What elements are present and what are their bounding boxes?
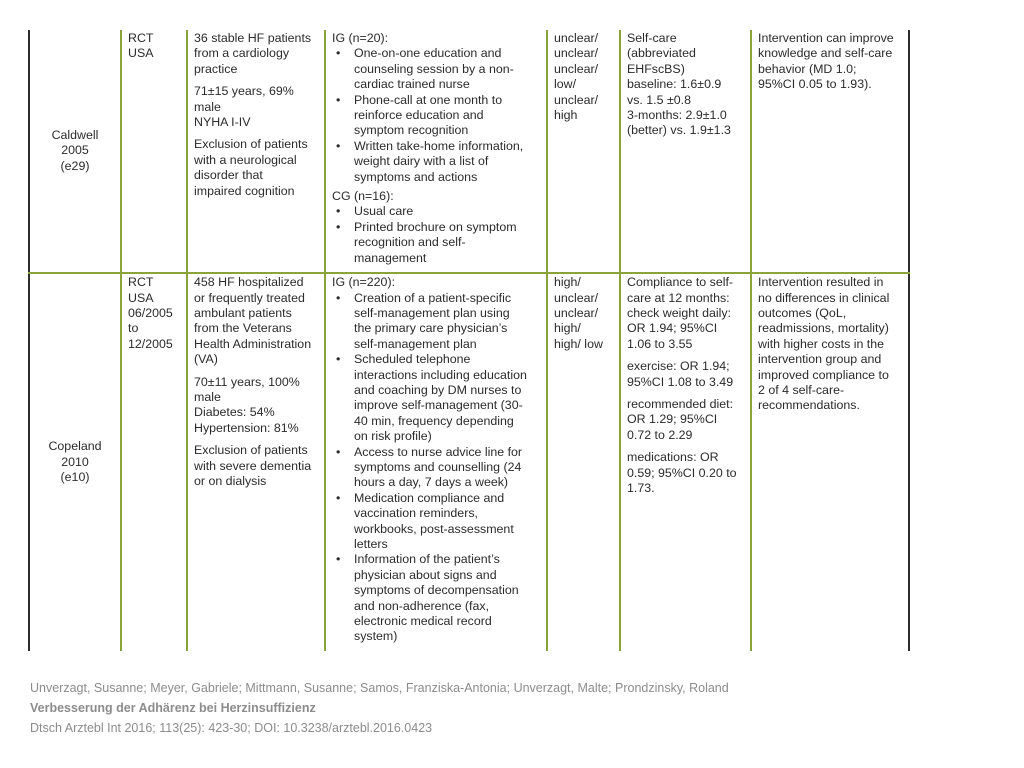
group-heading: IG (n=220): bbox=[332, 275, 396, 290]
intervention-line: and non-adherence (fax, bbox=[354, 598, 490, 613]
outcome-line: medications: OR bbox=[627, 450, 719, 465]
design-line: 06/2005 bbox=[128, 305, 173, 320]
population-line: with a neurological bbox=[194, 152, 297, 167]
outcome-line: 1.73. bbox=[627, 480, 655, 495]
population-line: practice bbox=[194, 61, 238, 76]
conclusion-line: with higher costs in the bbox=[758, 336, 885, 351]
intervention-item bbox=[354, 352, 542, 444]
intervention-line: on risk profile) bbox=[354, 429, 432, 444]
risk-of-bias-line: high/ bbox=[554, 321, 581, 336]
outcome-line: Self-care bbox=[627, 31, 677, 45]
intervention-line: • Printed brochure on symptom bbox=[354, 219, 517, 234]
risk-of-bias-line: unclear/ bbox=[554, 61, 599, 76]
conclusion-line: readmissions, mortality) bbox=[758, 321, 889, 336]
population-line: Diabetes: 54% bbox=[194, 405, 275, 420]
outcome-block bbox=[627, 450, 746, 496]
outcome-cell bbox=[620, 273, 751, 651]
study-cell bbox=[29, 30, 121, 273]
intervention-item bbox=[354, 552, 542, 644]
population-line: or on dialysis bbox=[194, 473, 267, 488]
outcome-line: OR 1.29; 95%CI bbox=[627, 412, 718, 427]
population-block bbox=[194, 84, 320, 130]
population-line: male bbox=[194, 99, 221, 114]
intervention-line: hours a day, 7 days a week) bbox=[354, 475, 509, 490]
intervention-line: recognition and self- bbox=[354, 235, 466, 250]
population-line: (VA) bbox=[194, 352, 218, 367]
population-line: Health Administration bbox=[194, 336, 312, 351]
outcome-line: (abbreviated bbox=[627, 46, 696, 61]
intervention-line: • Phone-call at one month to bbox=[354, 92, 503, 107]
risk-of-bias-line: high bbox=[554, 108, 578, 123]
conclusion-line: improved compliance to bbox=[758, 367, 889, 382]
design-line: to bbox=[128, 321, 139, 336]
intervention-line: weight dairy with a list of bbox=[354, 154, 489, 169]
intervention-line: • Usual care bbox=[354, 204, 414, 219]
study-line: Caldwell bbox=[51, 127, 99, 142]
outcome-line: 1.06 to 3.55 bbox=[627, 336, 693, 351]
intervention-line: symptom recognition bbox=[354, 123, 469, 138]
outcome-line: EHFscBS) bbox=[627, 61, 685, 76]
conclusion-line: behavior (MD 1.0; bbox=[758, 61, 857, 76]
design-cell bbox=[121, 30, 187, 273]
table-row bbox=[29, 30, 909, 273]
population-line: Exclusion of patients bbox=[194, 137, 308, 152]
conclusion-line: 2 of 4 self-care- bbox=[758, 382, 845, 397]
intervention-line: interactions including education bbox=[354, 367, 527, 382]
conclusion-line: intervention group and bbox=[758, 352, 882, 367]
table-body bbox=[29, 30, 909, 651]
population-line: ambulant patients bbox=[194, 305, 292, 320]
population-block bbox=[194, 443, 320, 489]
risk-of-bias-line: high/ bbox=[554, 275, 581, 290]
population-cell bbox=[187, 30, 325, 273]
intervention-line: • Scheduled telephone bbox=[354, 352, 471, 367]
risk-of-bias-line: high/ low bbox=[554, 336, 603, 351]
study-line: 2010 bbox=[61, 454, 89, 469]
conclusion-line: outcomes (QoL, bbox=[758, 305, 847, 320]
outcome-cell bbox=[620, 30, 751, 273]
risk-of-bias-line: unclear/ bbox=[554, 290, 599, 305]
intervention-line: management bbox=[354, 250, 427, 265]
outcome-block bbox=[627, 31, 746, 139]
outcome-line: 3-months: 2.9±1.0 bbox=[627, 108, 727, 123]
population-line: from a cardiology bbox=[194, 46, 290, 61]
intervention-line: • Written take-home information, bbox=[354, 138, 524, 153]
intervention-item bbox=[354, 220, 542, 266]
risk-of-bias-line: unclear/ bbox=[554, 46, 599, 61]
intervention-item bbox=[354, 204, 542, 219]
risk-of-bias-cell bbox=[547, 30, 620, 273]
intervention-cell bbox=[325, 273, 547, 651]
outcome-line: check weight daily: bbox=[627, 305, 731, 320]
footer-authors: Unverzagt, Susanne; Meyer, Gabriele; Mittmann, Susanne; Samos, Franziska-Antonia; Unverzagt, Malte; Prondzinsky, Roland bbox=[30, 681, 729, 695]
conclusion-line: Intervention can improve bbox=[758, 31, 894, 45]
conclusion-line: 95%CI 0.05 to 1.93). bbox=[758, 77, 872, 92]
population-block bbox=[194, 31, 320, 77]
intervention-line: physician about signs and bbox=[354, 567, 497, 582]
intervention-line: the primary care physician’s bbox=[354, 321, 508, 336]
outcome-line: 95%CI 1.08 to 3.49 bbox=[627, 374, 734, 389]
study-line: Copeland bbox=[48, 439, 102, 454]
conclusion-line: recommendations. bbox=[758, 398, 860, 413]
intervention-list bbox=[332, 46, 542, 185]
population-line: from the Veterans bbox=[194, 321, 292, 336]
population-line: Exclusion of patients bbox=[194, 443, 308, 458]
outcome-block bbox=[627, 397, 746, 443]
population-line: disorder that bbox=[194, 168, 263, 183]
intervention-line: • One-on-one education and bbox=[354, 46, 502, 61]
design-line: RCT bbox=[128, 31, 154, 45]
intervention-cell bbox=[325, 30, 547, 273]
group-heading: CG (n=16): bbox=[332, 189, 394, 204]
conclusion-line: Intervention resulted in bbox=[758, 275, 884, 290]
intervention-line: symptoms of decompensation bbox=[354, 583, 519, 598]
population-block bbox=[194, 275, 320, 367]
design-line: USA bbox=[128, 290, 154, 305]
population-line: 71±15 years, 69% bbox=[194, 84, 294, 99]
group-heading: IG (n=20): bbox=[332, 31, 389, 45]
intervention-line: • Access to nurse advice line for bbox=[354, 444, 523, 459]
table-row bbox=[29, 273, 909, 651]
outcome-line: exercise: OR 1.94; bbox=[627, 359, 730, 374]
population-line: NYHA I-IV bbox=[194, 115, 251, 130]
design-cell bbox=[121, 273, 187, 651]
intervention-line: letters bbox=[354, 537, 388, 551]
study-cell bbox=[29, 273, 121, 651]
design-line: USA bbox=[128, 46, 154, 61]
risk-of-bias-line: unclear/ bbox=[554, 92, 599, 107]
outcome-line: recommended diet: bbox=[627, 396, 734, 411]
design-line: RCT bbox=[128, 275, 154, 290]
outcome-line: (better) vs. 1.9±1.3 bbox=[627, 123, 731, 138]
population-block bbox=[194, 375, 320, 437]
design-line: 12/2005 bbox=[128, 336, 173, 351]
population-line: 70±11 years, 100% bbox=[194, 374, 300, 389]
conclusion-cell bbox=[751, 273, 909, 651]
conclusion-line: knowledge and self-care bbox=[758, 46, 893, 61]
intervention-line: reinforce education and bbox=[354, 108, 484, 123]
risk-of-bias-line: unclear/ bbox=[554, 305, 599, 320]
outcome-line: Compliance to self- bbox=[627, 275, 734, 290]
footer-citation: Dtsch Arztebl Int 2016; 113(25): 423-30; DOI: 10.3238/arztebl.2016.0423 bbox=[30, 721, 433, 735]
conclusion-cell bbox=[751, 30, 909, 273]
outcome-line: vs. 1.5 ±0.8 bbox=[627, 92, 691, 107]
intervention-line: symptoms and actions bbox=[354, 169, 478, 184]
intervention-line: system) bbox=[354, 629, 398, 644]
population-line: or frequently treated bbox=[194, 290, 305, 305]
population-line: 36 stable HF patients bbox=[194, 31, 312, 45]
intervention-item bbox=[354, 93, 542, 139]
study-line: 2005 bbox=[61, 143, 89, 158]
intervention-item bbox=[354, 46, 542, 92]
study-line: (e29) bbox=[60, 158, 90, 173]
intervention-item bbox=[354, 139, 542, 185]
intervention-line: • Creation of a patient-specific bbox=[354, 290, 512, 305]
intervention-item bbox=[354, 291, 542, 353]
intervention-line: electronic medical record bbox=[354, 614, 492, 629]
population-line: male bbox=[194, 389, 221, 404]
intervention-list bbox=[332, 291, 542, 645]
risk-of-bias-cell bbox=[547, 273, 620, 651]
intervention-line: counseling session by a non- bbox=[354, 61, 514, 76]
citation-footer bbox=[30, 678, 729, 738]
risk-of-bias-line: unclear/ bbox=[554, 31, 599, 45]
intervention-line: cardiac trained nurse bbox=[354, 77, 470, 92]
footer-title: Verbesserung der Adhärenz bei Herzinsuffizienz bbox=[30, 701, 316, 715]
intervention-line: 40 min, frequency depending bbox=[354, 413, 514, 428]
population-line: Hypertension: 81% bbox=[194, 420, 299, 435]
population-line: 458 HF hospitalized bbox=[194, 275, 304, 290]
intervention-item bbox=[354, 445, 542, 491]
evidence-table bbox=[28, 30, 910, 651]
population-block bbox=[194, 137, 320, 199]
risk-of-bias-line: low/ bbox=[554, 77, 577, 92]
population-line: impaired cognition bbox=[194, 183, 295, 198]
intervention-line: improve self-management (30- bbox=[354, 398, 523, 413]
intervention-line: symptoms and counselling (24 bbox=[354, 459, 522, 474]
outcome-line: 0.59; 95%CI 0.20 to bbox=[627, 465, 737, 480]
intervention-item bbox=[354, 491, 542, 553]
outcome-line: baseline: 1.6±0.9 bbox=[627, 77, 722, 92]
outcome-line: care at 12 months: bbox=[627, 290, 730, 305]
outcome-block bbox=[627, 275, 746, 352]
intervention-line: vaccination reminders, bbox=[354, 506, 478, 521]
population-cell bbox=[187, 273, 325, 651]
intervention-line: workbooks, post-assessment bbox=[354, 521, 514, 536]
conclusion-line: no differences in clinical bbox=[758, 290, 890, 305]
intervention-list bbox=[332, 204, 542, 266]
study-line: (e10) bbox=[60, 470, 90, 485]
intervention-line: self-management plan using bbox=[354, 305, 510, 320]
outcome-line: OR 1.94; 95%CI bbox=[627, 321, 718, 336]
intervention-line: • Information of the patient’s bbox=[354, 552, 500, 567]
outcome-block bbox=[627, 359, 746, 390]
outcome-line: 0.72 to 2.29 bbox=[627, 427, 693, 442]
intervention-line: and coaching by DM nurses to bbox=[354, 382, 522, 397]
population-line: with severe dementia bbox=[194, 458, 312, 473]
intervention-line: • Medication compliance and bbox=[354, 490, 505, 505]
intervention-line: self-management plan bbox=[354, 336, 477, 351]
